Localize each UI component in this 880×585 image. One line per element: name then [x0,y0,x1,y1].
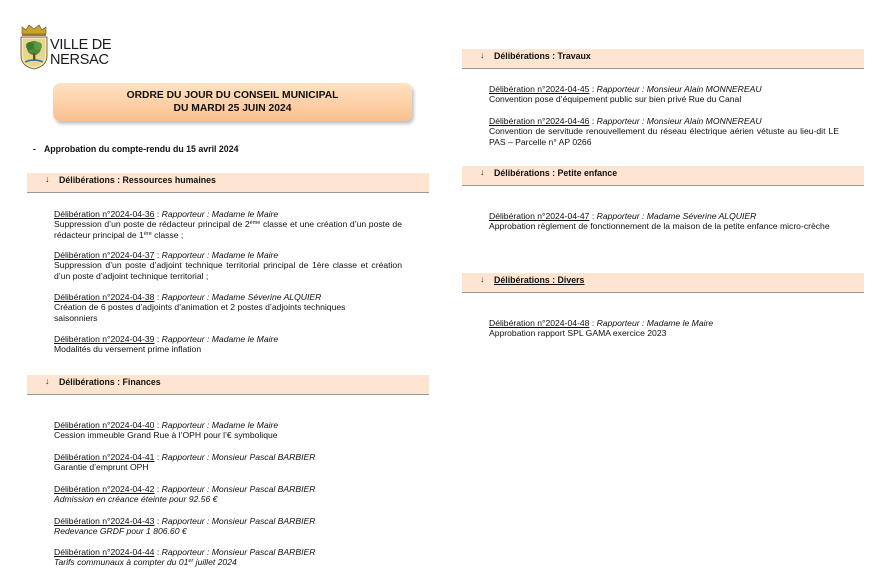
rapporteur: Rapporteur : Monsieur Pascal BARBIER [161,484,316,494]
section-divers [462,273,864,293]
deliberation-ref: Délibération n°2024-04-47 [489,211,590,221]
arrow-down-icon: ↓ [480,274,485,284]
minutes-approval [33,144,238,154]
deliberation-2024-04-46: Délibération n°2024-04-46 : Rapporteur : Monsieur Alain MONNEREAU Convention de servitude renouvellement du réseau électrique aérien vétuste au lieu-dit LE PAS – Parcelle n° AP 0266 [489,116,839,147]
deliberation-ref: Délibération n°2024-04-46 [489,116,590,126]
deliberation-ref: Délibération n°2024-04-37 [54,250,155,260]
deliberation-description: Approbation rapport SPL GAMA exercice 2023 [489,328,667,339]
deliberation-ref: Délibération n°2024-04-42 [54,484,155,494]
arrow-down-icon: ↓ [45,174,50,184]
deliberation-ref: Délibération n°2024-04-48 [489,318,590,328]
rapporteur: Rapporteur : Madame le Maire [161,209,279,219]
deliberation-description: Convention pose d’équipement public sur bien privé Rue du Canal [489,94,742,105]
rapporteur: Rapporteur : Madame Séverine ALQUIER [596,211,757,221]
agenda-title-line2: DU MARDI 25 JUIN 2024 [173,102,292,114]
rapporteur: Rapporteur : Monsieur Alain MONNEREAU [596,84,762,94]
rapporteur: Rapporteur : Madame le Maire [161,334,279,344]
deliberation-description: Garantie d’emprunt OPH [54,462,149,473]
deliberation-ref: Délibération n°2024-04-39 [54,334,155,344]
deliberation-2024-04-42: Délibération n°2024-04-42 : Rapporteur : Monsieur Pascal BARBIER Admission en créance éteinte pour 92.56 € [54,484,402,505]
section-title: Délibérations : Ressources humaines [59,175,216,185]
deliberation-description: Création de 6 postes d’adjoints d’animation et 2 postes d’adjoints techniques saisonniers [54,302,346,323]
rapporteur: Rapporteur : Monsieur Alain MONNEREAU [596,116,762,126]
deliberation-description: Admission en créance éteinte pour 92.56 € [54,494,218,505]
section-petite-enfance [462,166,864,186]
city-name-line2: NERSAC [50,52,109,68]
agenda-title-box [53,83,412,121]
deliberation-ref: Délibération n°2024-04-45 [489,84,590,94]
arrow-down-icon: ↓ [45,376,50,386]
section-title: Délibérations : Finances [59,377,161,387]
deliberation-description: Suppression d’un poste de rédacteur principal de 2ème classe et une création d’un poste de rédacteur principal de 1ère classe ; [54,219,402,240]
deliberation-description: Modalités du versement prime inflation [54,344,202,355]
arrow-down-icon: ↓ [480,50,485,60]
deliberation-2024-04-44: Délibération n°2024-04-44 : Rapporteur : Monsieur Pascal BARBIER Tarifs communaux à compter du 01er juillet 2024 [54,547,402,568]
deliberation-ref: Délibération n°2024-04-40 [54,420,155,430]
deliberation-description: Convention de servitude renouvellement du réseau électrique aérien vétuste au lieu-dit LE PAS – Parcelle n° AP 0266 [489,126,839,147]
section-title: Délibérations : Petite enfance [494,168,618,178]
list-dash: - [33,144,36,154]
deliberation-ref: Délibération n°2024-04-44 [54,547,155,557]
deliberation-ref: Délibération n°2024-04-43 [54,516,155,526]
section-title: Délibérations : Travaux [494,51,591,61]
section-finances [27,375,429,395]
deliberation-description: Approbation règlement de fonctionnement de la maison de la petite enfance micro-crèche [489,221,830,232]
deliberation-2024-04-43: Délibération n°2024-04-43 : Rapporteur : Monsieur Pascal BARBIER Redevance GRDF pour 1 806.60 € [54,516,402,537]
rapporteur: Rapporteur : Monsieur Pascal BARBIER [161,516,316,526]
city-logo [19,24,117,72]
section-ressources-humaines [27,173,429,193]
deliberation-2024-04-37: Délibération n°2024-04-37 : Rapporteur : Madame le Maire Suppression d’un poste d’adjoint technique territorial principal de 1ère classe et création d’un poste d’adjoint technique territorial ; [54,250,402,281]
arrow-down-icon: ↓ [480,167,485,177]
deliberation-description: Suppression d’un poste d’adjoint technique territorial principal de 1ère classe et création d’un poste d’adjoint technique territorial ; [54,260,402,281]
deliberation-ref: Délibération n°2024-04-36 [54,209,155,219]
deliberation-2024-04-48: Délibération n°2024-04-48 : Rapporteur : Madame le Maire Approbation rapport SPL GAMA exercice 2023 [489,318,839,339]
rapporteur: Rapporteur : Madame le Maire [161,420,279,430]
rapporteur: Rapporteur : Madame le Maire [161,250,279,260]
deliberation-2024-04-36: Délibération n°2024-04-36 : Rapporteur : Madame le Maire Suppression d’un poste de rédacteur principal de 2ème classe et une création d’un poste de rédacteur principal de 1ère classe ; [54,209,402,240]
rapporteur: Rapporteur : Madame le Maire [596,318,714,328]
city-crest-icon [19,24,49,70]
minutes-approval-text: Approbation du compte-rendu du 15 avril 2024 [43,144,239,154]
rapporteur: Rapporteur : Monsieur Pascal BARBIER [161,547,316,557]
deliberation-2024-04-40: Délibération n°2024-04-40 : Rapporteur : Madame le Maire Cession immeuble Grand Rue à l’OPH pour l’€ symbolique [54,420,402,441]
agenda-title-line1: ORDRE DU JOUR DU CONSEIL MUNICIPAL [126,90,339,101]
rapporteur: Rapporteur : Madame Séverine ALQUIER [161,292,322,302]
rapporteur: Rapporteur : Monsieur Pascal BARBIER [161,452,316,462]
deliberation-description: Redevance GRDF pour 1 806.60 € [54,526,187,537]
deliberation-description: Cession immeuble Grand Rue à l’OPH pour l’€ symbolique [54,430,278,441]
deliberation-description: Tarifs communaux à compter du 01er juillet 2024 [54,557,237,568]
deliberation-2024-04-47: Délibération n°2024-04-47 : Rapporteur : Madame Séverine ALQUIER Approbation règlement de fonctionnement de la maison de la petite enfance micro-crèche [489,211,839,232]
deliberation-ref: Délibération n°2024-04-41 [54,452,155,462]
deliberation-ref: Délibération n°2024-04-38 [54,292,155,302]
deliberation-2024-04-38: Délibération n°2024-04-38 : Rapporteur : Madame Séverine ALQUIER Création de 6 postes d’adjoints d’animation et 2 postes d’adjoints techniques saisonniers [54,292,372,323]
city-name [50,38,111,68]
section-title: Délibérations : Divers [494,275,585,285]
city-name-line1: VILLE DE [50,37,112,53]
section-travaux [462,49,864,69]
deliberation-2024-04-39: Délibération n°2024-04-39 : Rapporteur : Madame le Maire Modalités du versement prime inflation [54,334,402,355]
deliberation-2024-04-41: Délibération n°2024-04-41 : Rapporteur : Monsieur Pascal BARBIER Garantie d’emprunt OPH [54,452,402,473]
deliberation-2024-04-45: Délibération n°2024-04-45 : Rapporteur : Monsieur Alain MONNEREAU Convention pose d’équipement public sur bien privé Rue du Canal [489,84,839,105]
